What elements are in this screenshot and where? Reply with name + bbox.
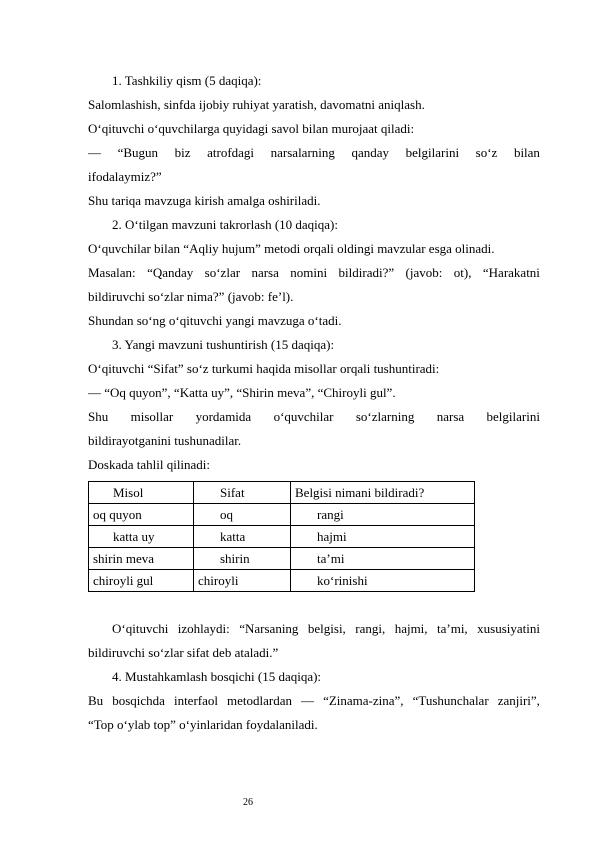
paragraph-line: O‘qituvchi o‘quvchilarga quyidagi savol bilan murojaat qiladi: bbox=[88, 121, 415, 136]
justified-line bbox=[88, 693, 540, 709]
word: — bbox=[301, 693, 315, 708]
paragraph-line: Doskada tahlil qilinadi: bbox=[88, 457, 211, 472]
word: biz bbox=[174, 145, 191, 160]
table-cell: rangi bbox=[291, 504, 475, 526]
word: izohlaydi: bbox=[177, 621, 230, 636]
word: rangi, bbox=[355, 621, 386, 636]
word: metodlardan bbox=[227, 693, 293, 708]
table-cell: ko‘rinishi bbox=[291, 570, 475, 592]
section-heading-4: 4. Mustahkamlash bosqichi (15 daqiqa): bbox=[112, 669, 322, 684]
word: qanday bbox=[351, 145, 390, 160]
table-row bbox=[89, 570, 475, 592]
paragraph-line: — “Oq quyon”, “Katta uy”, “Shirin meva”, “Chiroyli gul”. bbox=[88, 385, 396, 400]
table-cell: oq quyon bbox=[89, 504, 194, 526]
word: bilan bbox=[513, 145, 540, 160]
table-row bbox=[89, 504, 475, 526]
word: so‘zlar bbox=[204, 265, 241, 280]
justified-line bbox=[88, 409, 540, 425]
word: bildiradi?” bbox=[338, 265, 395, 280]
table-header-cell: Sifat bbox=[194, 482, 291, 504]
table-cell: shirin bbox=[194, 548, 291, 570]
table-row bbox=[89, 548, 475, 570]
justified-line bbox=[88, 145, 540, 161]
word: narsa bbox=[436, 409, 465, 424]
word: atrofdagi bbox=[207, 145, 255, 160]
justified-line bbox=[112, 621, 540, 637]
word: o‘quvchilar bbox=[273, 409, 334, 424]
word: Shu bbox=[88, 409, 109, 424]
word: Bu bbox=[88, 693, 104, 708]
paragraph-line: bildiruvchi so‘zlar sifat deb ataladi.” bbox=[88, 645, 279, 660]
word: belgilarini bbox=[486, 409, 540, 424]
table-header-row bbox=[89, 482, 475, 504]
table-cell: chiroyli gul bbox=[89, 570, 194, 592]
word: xususiyatini bbox=[477, 621, 540, 636]
table-header-cell: Belgisi nimani bildiradi? bbox=[291, 482, 475, 504]
paragraph-line: Salomlashish, sinfda ijobiy ruhiyat yaratish, davomatni aniqlash. bbox=[88, 97, 425, 112]
paragraph-line: O‘qituvchi “Sifat” so‘z turkumi haqida misollar orqali tushuntiradi: bbox=[88, 361, 440, 376]
word: misollar bbox=[130, 409, 174, 424]
word: interfaol bbox=[173, 693, 218, 708]
table-cell: katta uy bbox=[89, 526, 194, 548]
analysis-table bbox=[88, 481, 475, 592]
word: “Qanday bbox=[147, 265, 194, 280]
table-cell: hajmi bbox=[291, 526, 475, 548]
table-cell: shirin meva bbox=[89, 548, 194, 570]
word: O‘qituvchi bbox=[112, 621, 169, 636]
word: “Narsaning bbox=[239, 621, 299, 636]
word: hajmi, bbox=[394, 621, 428, 636]
page-number: 26 bbox=[243, 797, 253, 808]
section-heading-2: 2. O‘tilgan mavzuni takrorlash (10 daqiqa): bbox=[112, 217, 338, 232]
paragraph-line: Shu tariqa mavzuga kirish amalga oshiriladi. bbox=[88, 193, 321, 208]
paragraph-line: bildirayotganini tushunadilar. bbox=[88, 433, 242, 448]
word: yordamida bbox=[195, 409, 252, 424]
table-row bbox=[89, 526, 475, 548]
word: “Harakatni bbox=[482, 265, 540, 280]
word: so‘z bbox=[475, 145, 498, 160]
section-heading-1: 1. Tashkiliy qism (5 daqiqa): bbox=[112, 73, 262, 88]
section-heading-3: 3. Yangi mavzuni tushuntirish (15 daqiqa): bbox=[112, 337, 335, 352]
word: “Tushunchalar bbox=[412, 693, 489, 708]
word: belgisi, bbox=[307, 621, 346, 636]
paragraph-line: “Top o‘ylab top” o‘yinlaridan foydalaniladi. bbox=[88, 717, 318, 732]
paragraph-line: ifodalaymiz?” bbox=[88, 169, 162, 184]
word: (javob: bbox=[405, 265, 443, 280]
word: nomini bbox=[290, 265, 328, 280]
table-cell: chiroyli bbox=[194, 570, 291, 592]
word: ot), bbox=[453, 265, 472, 280]
word: belgilarini bbox=[405, 145, 460, 160]
word: “Zinama-zina”, bbox=[323, 693, 404, 708]
table-cell: oq bbox=[194, 504, 291, 526]
word: Masalan: bbox=[88, 265, 136, 280]
word: bosqichda bbox=[112, 693, 165, 708]
table-cell: katta bbox=[194, 526, 291, 548]
word: ta’mi, bbox=[437, 621, 468, 636]
word: narsalarning bbox=[270, 145, 335, 160]
word: — bbox=[88, 145, 101, 160]
justified-line bbox=[88, 265, 540, 281]
word: zanjiri”, bbox=[497, 693, 540, 708]
table-header-cell: Misol bbox=[89, 482, 194, 504]
paragraph-line: bildiruvchi so‘zlar nima?” (javob: fe’l). bbox=[88, 289, 294, 304]
word: “Bugun bbox=[117, 145, 159, 160]
word: so‘zlarning bbox=[355, 409, 415, 424]
word: narsa bbox=[251, 265, 279, 280]
table-cell: ta’mi bbox=[291, 548, 475, 570]
paragraph-line: O‘quvchilar bilan “Aqliy hujum” metodi orqali oldingi mavzular esga olinadi. bbox=[88, 241, 495, 256]
paragraph-line: Shundan so‘ng o‘qituvchi yangi mavzuga o‘tadi. bbox=[88, 313, 342, 328]
